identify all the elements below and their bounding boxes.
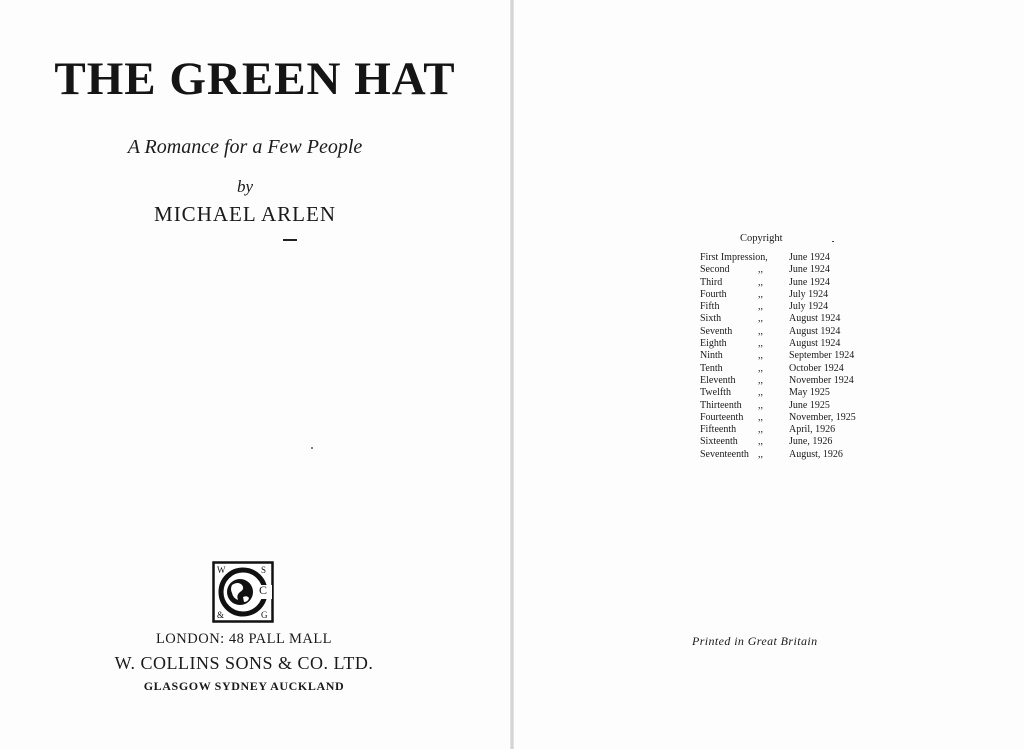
impression-date: May 1925 (789, 387, 830, 399)
impression-date: October 1924 (789, 362, 844, 374)
ornament-dash (283, 239, 297, 241)
impression-date: June 1924 (789, 252, 830, 263)
impression-ordinal: Eighth (700, 338, 727, 350)
book-title: THE GREEN HAT (54, 53, 456, 105)
book-subtitle: A Romance for a Few People (127, 136, 363, 158)
ditto-mark: ,, (758, 338, 763, 350)
impression-ordinal: Twelfth (700, 387, 731, 399)
impression-ordinal: Second (700, 264, 730, 276)
impression-date: June 1924 (789, 264, 830, 276)
publisher-name: W. COLLINS SONS & CO. LTD. (114, 653, 374, 673)
publisher-address: LONDON: 48 PALL MALL (155, 631, 333, 647)
impression-ordinal: Third (700, 276, 723, 288)
impression-ordinal: Fifth (700, 301, 720, 313)
impression-date: July 1924 (789, 301, 829, 313)
ditto-mark: ,, (758, 276, 763, 288)
impression-date: November, 1925 (789, 411, 856, 423)
impression-ordinal: Fifteenth (700, 424, 737, 436)
ditto-mark: ,, (758, 350, 763, 362)
impression-date: April, 1926 (789, 424, 836, 436)
logo-letter: & (217, 610, 225, 620)
publisher-cities: GLASGOW SYDNEY AUCKLAND (143, 679, 345, 693)
ditto-mark: ,, (758, 301, 763, 313)
logo-letter: C (259, 583, 268, 597)
ditto-mark: ,, (758, 313, 763, 325)
impression-date: August, 1926 (789, 448, 843, 460)
impression-ordinal: Sixth (700, 313, 722, 325)
logo-letter: S (261, 565, 267, 575)
ditto-mark: ,, (758, 374, 763, 386)
by-line: by (236, 177, 254, 196)
impression-date: June 1924 (789, 276, 830, 288)
impression-date: August 1924 (789, 338, 841, 350)
logo-letter: G (261, 610, 268, 620)
logo-letter: W (217, 565, 226, 575)
ditto-mark: ,, (758, 424, 763, 436)
impression-ordinal: Seventeenth (700, 448, 749, 460)
impression-date: June, 1926 (789, 436, 833, 448)
impression-date: July 1924 (789, 288, 829, 300)
collins-globe-logo-icon (212, 561, 274, 623)
printed-in-note: Printed in Great Britain (692, 634, 818, 648)
impression-date: August 1924 (789, 325, 841, 337)
impression-ordinal: Sixteenth (700, 436, 738, 448)
impression-ordinal: Seventh (700, 325, 733, 337)
ditto-mark: ,, (758, 264, 763, 276)
author-name: MICHAEL ARLEN (154, 202, 336, 226)
ditto-mark: ,, (758, 325, 763, 337)
impression-ordinal: Thirteenth (700, 399, 742, 411)
impression-ordinal: First Impression, (700, 252, 768, 263)
print-speck (832, 241, 834, 242)
copyright-heading: Copyright (740, 233, 783, 244)
impression-date: August 1924 (789, 313, 841, 325)
impression-date: June 1925 (789, 399, 830, 411)
impression-ordinal: Ninth (700, 350, 723, 362)
print-speck (311, 447, 313, 449)
ditto-mark: ,, (758, 399, 763, 411)
ditto-mark: ,, (758, 448, 763, 460)
impression-ordinal: Fourth (700, 288, 727, 300)
ditto-mark: ,, (758, 411, 763, 423)
impression-date: September 1924 (789, 350, 855, 362)
impression-ordinal: Fourteenth (700, 411, 744, 423)
impression-date: November 1924 (789, 374, 854, 386)
left-page (0, 0, 510, 749)
ditto-mark: ,, (758, 436, 763, 448)
ditto-mark: ,, (758, 288, 763, 300)
impression-ordinal: Eleventh (700, 374, 736, 386)
ditto-mark: ,, (758, 387, 763, 399)
ditto-mark: ,, (758, 362, 763, 374)
impression-ordinal: Tenth (700, 362, 723, 374)
